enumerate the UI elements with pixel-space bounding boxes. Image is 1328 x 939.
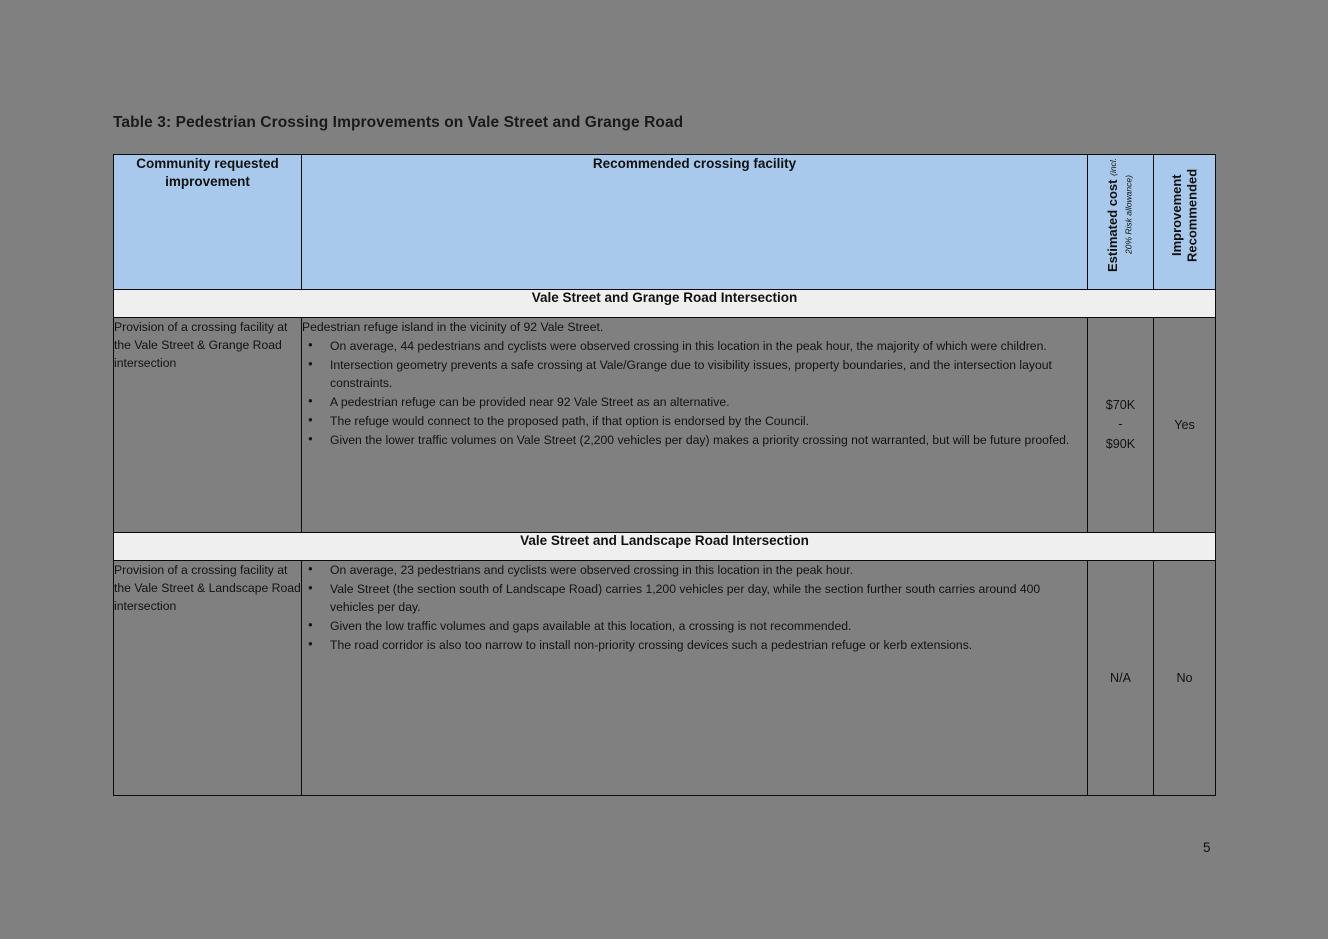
list-item: ● On average, 23 pedestrians and cyclists were observed crossing in this location in the peak hour. [328, 561, 1087, 579]
header-improvement-recommended [1154, 155, 1216, 290]
cost-value-upper: $70K [1105, 397, 1136, 412]
page-title: Table 3: Pedestrian Crossing Improvements on Vale Street and Grange Road [113, 114, 684, 131]
header-estimated-cost [1088, 155, 1154, 290]
facility-lead-grange: Pedestrian refuge island in the vicinity of 92 Vale Street. [302, 320, 604, 334]
header-cost-text: Estimated cost [1104, 179, 1120, 273]
table-row [114, 561, 1216, 796]
header-recommended-crossing-facility [302, 155, 1088, 290]
header-community-requested-improvement [114, 155, 302, 290]
list-item: ● Vale Street (the section south of Landscape Road) carries 1,200 vehicles per day, while the section further south carries around 400 vehicles per day. [328, 580, 1087, 616]
section-heading-grange: Vale Street and Grange Road Intersection [114, 290, 1216, 318]
cell-community-request-grange: Provision of a crossing facility at the Vale Street & Grange Road intersection [114, 318, 302, 533]
table-row [114, 318, 1216, 533]
header-improvement-label-vertical: Improvement Recommended [1168, 168, 1200, 262]
cell-community-request-landscape: Provision of a crossing facility at the Vale Street & Landscape Road intersection [114, 561, 302, 796]
list-item: ● The road corridor is also too narrow to install non-priority crossing devices such a pedestrian refuge or kerb extensions. [328, 636, 1087, 654]
cell-recommended-facility-landscape [302, 561, 1088, 796]
table-header [114, 155, 1216, 290]
list-item: ● Given the lower traffic volumes on Vale Street (2,200 vehicles per day) makes a priority crossing not warranted, but will be future proofed. [328, 431, 1087, 449]
cell-improvement-recommended-landscape: No [1154, 561, 1216, 796]
section-heading-landscape: Vale Street and Landscape Road Intersection [114, 533, 1216, 561]
section-heading-row-landscape [114, 533, 1216, 561]
cost-value-dash: - [1118, 417, 1123, 432]
cell-estimated-cost-landscape: N/A [1088, 561, 1154, 796]
facility-bullets-grange [302, 337, 1087, 449]
cell-recommended-facility-grange [302, 318, 1088, 533]
list-item: ● Given the low traffic volumes and gaps available at this location, a crossing is not recommended. [328, 617, 1087, 635]
cost-value-lower: $90K [1105, 436, 1136, 451]
list-item: ● A pedestrian refuge can be provided near 92 Vale Street as an alternative. [328, 393, 1087, 411]
section-heading-row-grange [114, 290, 1216, 318]
cell-estimated-cost-grange [1088, 318, 1154, 533]
header-community-label: Community requested improvement [136, 156, 279, 190]
facility-bullets-landscape [302, 561, 1087, 654]
page-number: 5 [1203, 840, 1211, 855]
list-item: ● The refuge would connect to the proposed path, if that option is endorsed by the Council. [328, 412, 1087, 430]
crossing-improvements-table [113, 154, 1216, 796]
cell-improvement-recommended-grange: Yes [1154, 318, 1216, 533]
list-item: ● Intersection geometry prevents a safe crossing at Vale/Grange due to visibility issues, property boundaries, and the intersection layout constraints. [328, 356, 1087, 392]
header-cost-note: (incl. 20% Risk allowance) [1107, 157, 1134, 255]
header-cost-label-vertical [1105, 155, 1136, 275]
list-item: ● On average, 44 pedestrians and cyclists were observed crossing in this location in the peak hour, the majority of which were children. [328, 337, 1087, 355]
table-body [114, 290, 1216, 796]
header-recommended-label: Recommended crossing facility [592, 156, 797, 171]
